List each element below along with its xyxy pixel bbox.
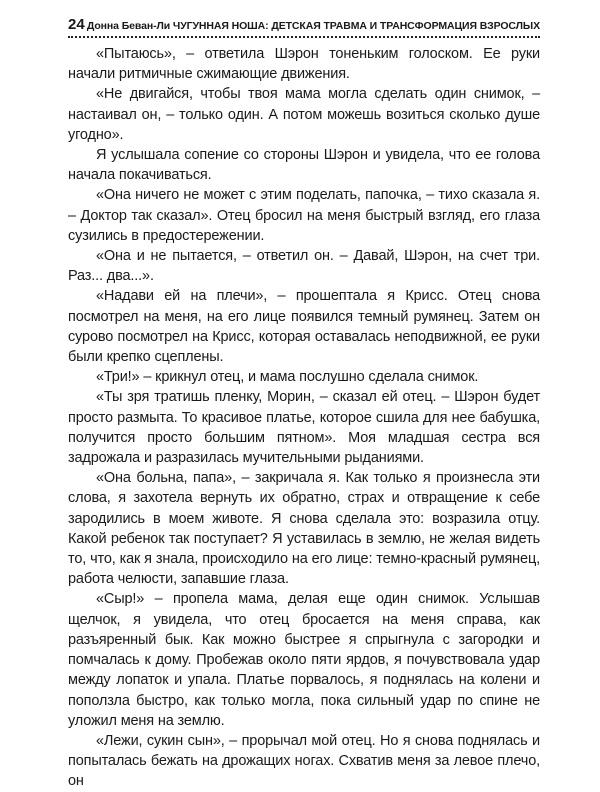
paragraph: «Ты зря тратишь пленку, Морин, – сказал ей отец. – Шэрон будет просто размыта. То красивое платье, которое сшила для нее бабушка, получится просто большим пятном». Моя младшая сестра вся задрожала и разразилась мучительными рыданиями. [68,389,540,467]
header-divider [68,36,540,38]
paragraph: «Она больна, папа», – закричала я. Как только я произнесла эти слова, я захотела вернуть их обратно, страх и отвращение к себе зародились в моем животе. Я снова сделала это: возразила отцу. Какой ребенок так поступает? Я уставилась в землю, не желая видеть то, что, как я знала, происходило на его лице: темно-красный румянец, работа челюсти, запавшие глаза. [68,470,540,588]
paragraph: «Она и не пытается, – ответил он. – Давай, Шэрон, на счет три. Раз... два...». [68,248,540,285]
paragraph: «Надави ей на плечи», – прошептала я Крисс. Отец снова посмотрел на меня, на его лице появился темный румянец. Затем он сурово посмотрел на Крисс, которая оставалась неподвижной, ее руки были крепко сцеплены. [68,288,540,366]
paragraph: Я услышала сопение со стороны Шэрон и увидела, что ее голова начала покачиваться. [68,147,540,184]
paragraph: «Сыр!» – пропела мама, делая еще один снимок. Услышав щелчок, я увидела, что отец бросается на меня справа, как разъяренный бык. Как можно быстрее я спрыгнула с загородки и помчалась к дому. Пробежав около пяти ярдов, я почувствовала удар между лопаток и упала. Платье порвалось, я поднялась на колени и поползла быстро, как только могла, пока сильный удар по спине не уложил меня на землю. [68,591,540,729]
paragraph: «Три!» – крикнул отец, и мама послушно сделала снимок. [96,369,479,386]
body-text [68,44,540,792]
page-number: 24 [68,16,85,33]
paragraph: «Она ничего не может с этим поделать, папочка, – тихо сказала я. – Доктор так сказал». Отец бросил на меня быстрый взгляд, его глаза сузились в предостережении. [68,187,540,244]
paragraph: «Не двигайся, чтобы твоя мама могла сделать один снимок, – настаивал он, – только один. А потом можешь возиться сколько душе угодно». [68,86,540,143]
paragraph: «Лежи, сукин сын», – прорычал мой отец. Но я снова поднялась и попыталась бежать на дрожащих ногах. Схватив меня за левое плечо, он [68,732,540,790]
running-head: Донна Беван-Ли ЧУГУННАЯ НОША: ДЕТСКАЯ ТРАВМА И ТРАНСФОРМАЦИЯ ВЗРОСЛЫХ [86,20,540,32]
page-header [68,16,540,34]
paragraph: «Пытаюсь», – ответила Шэрон тоненьким голоском. Ее руки начали ритмичные сжимающие движения. [68,46,540,83]
